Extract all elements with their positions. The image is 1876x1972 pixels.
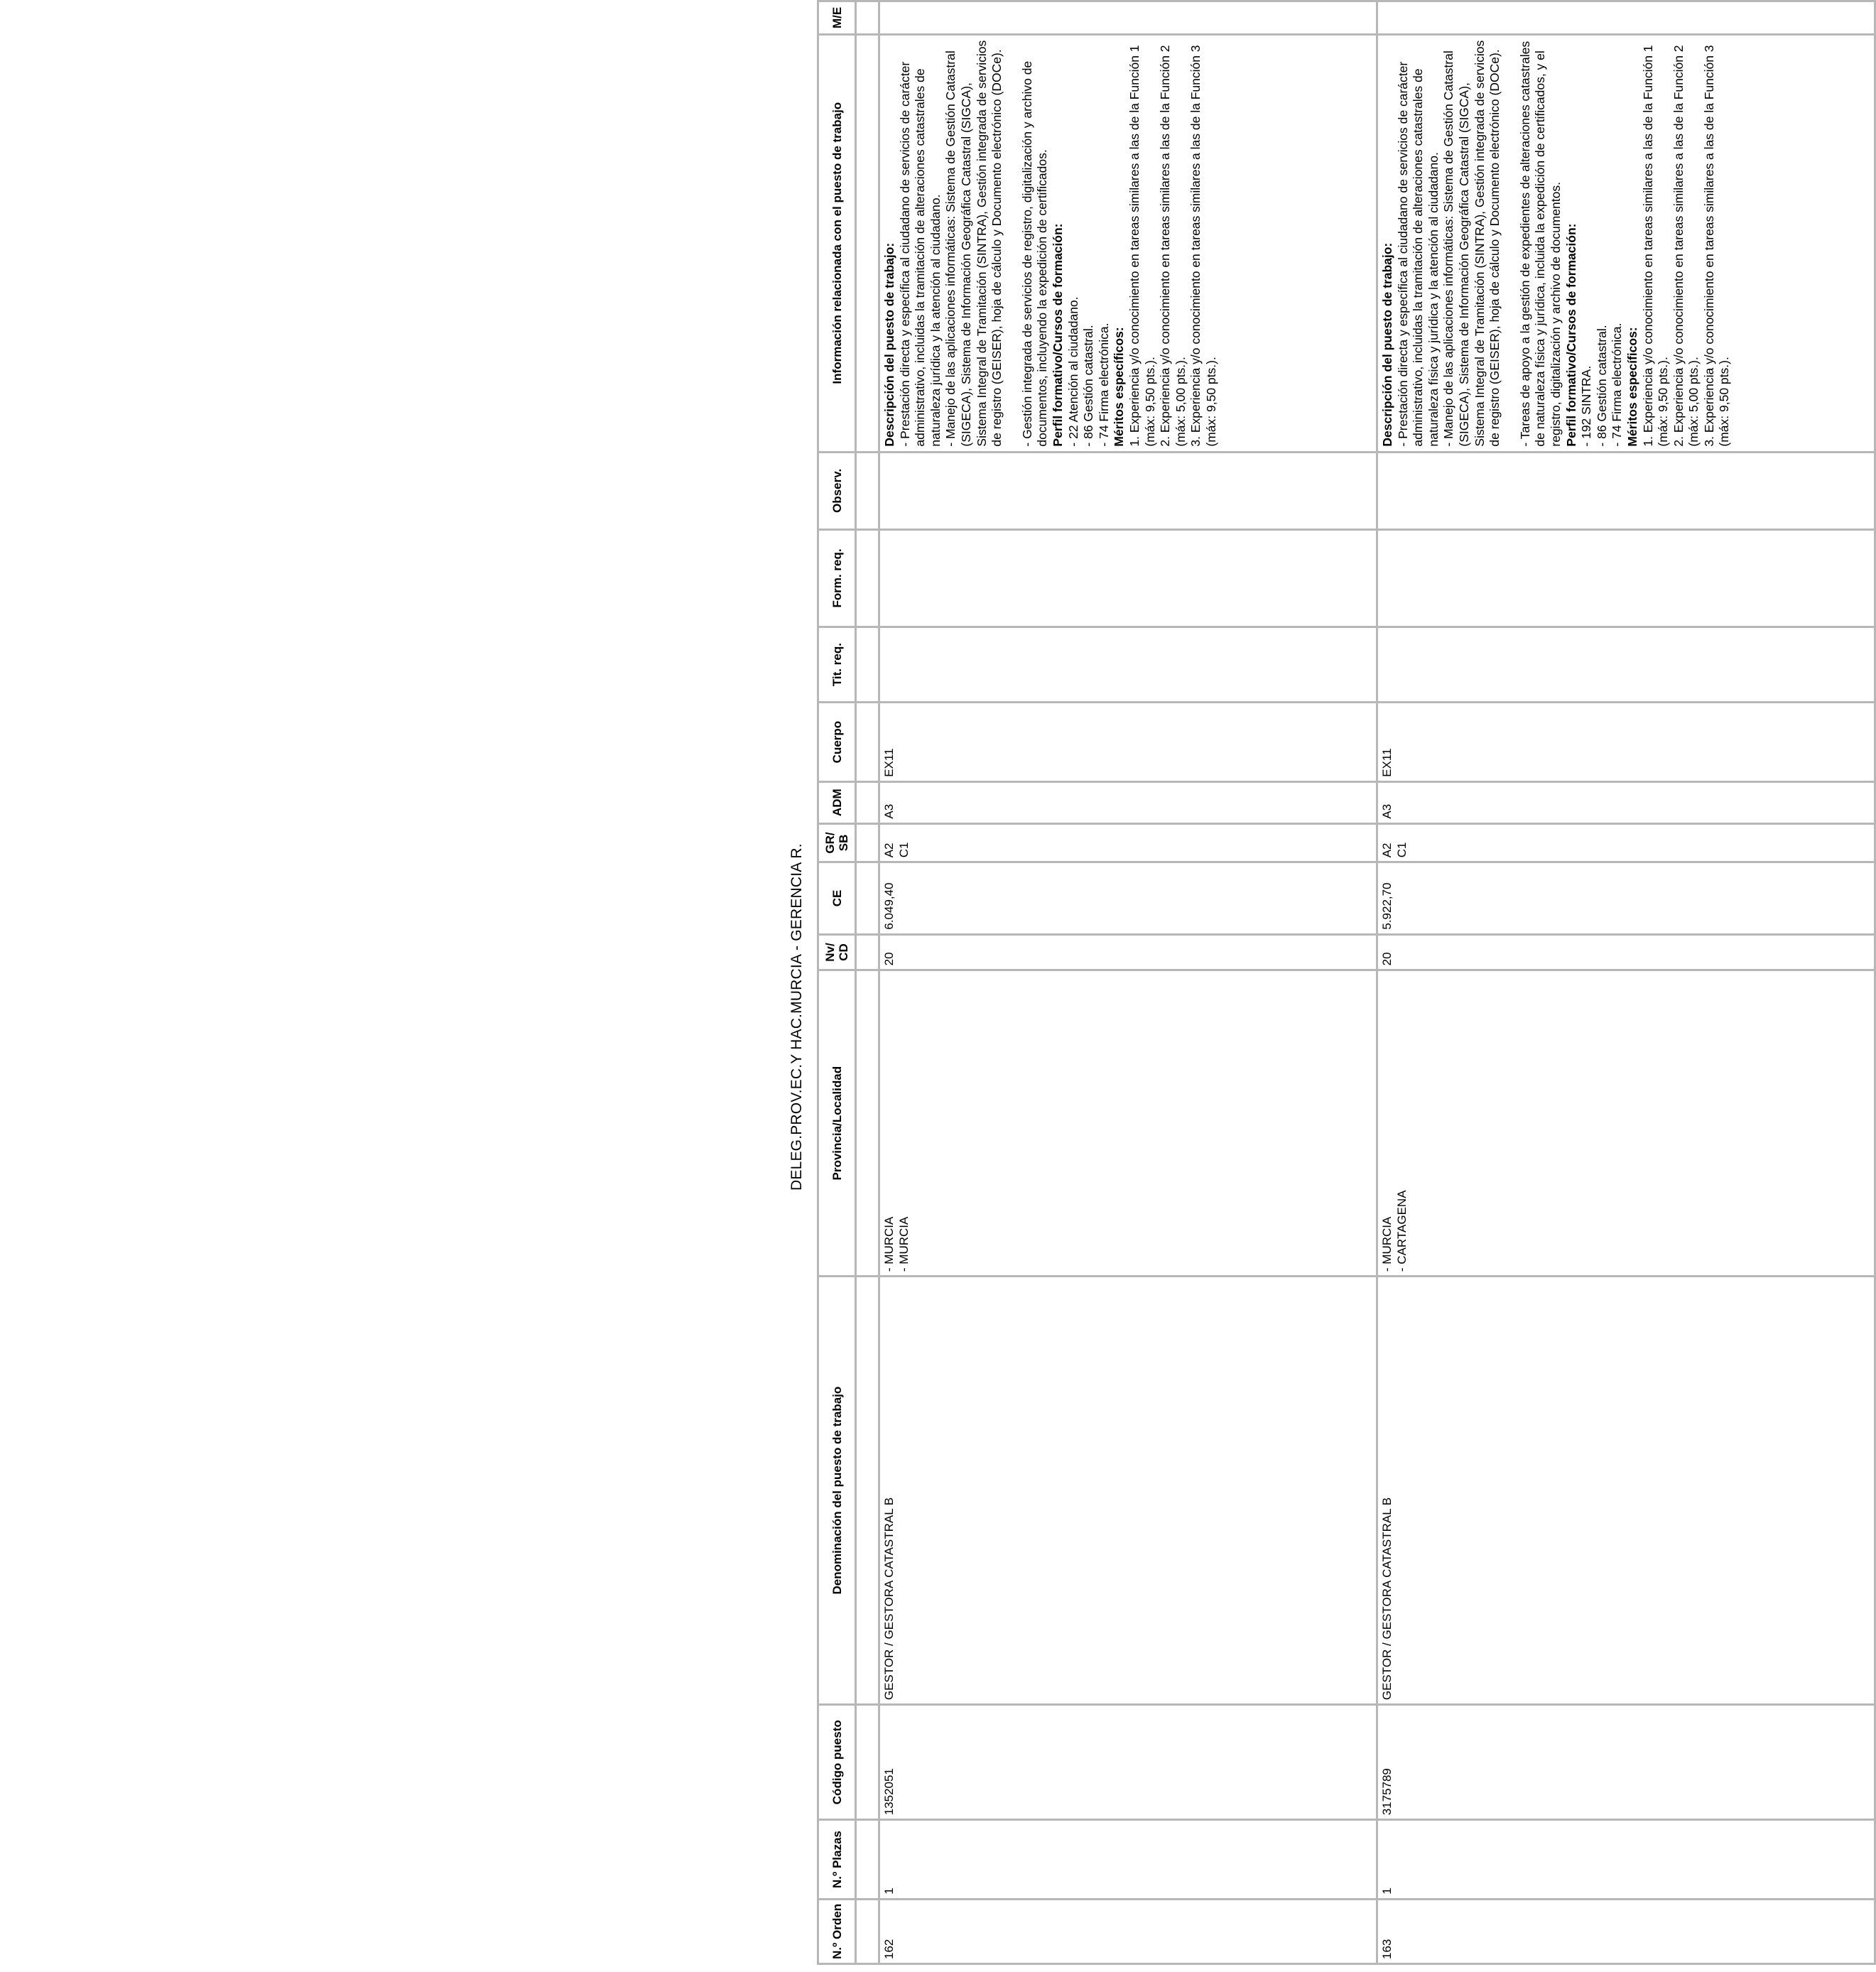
col-header-observ: Observ. (818, 452, 856, 529)
curso-item: - 86 Gestión catastral. (1081, 325, 1096, 447)
header-row (818, 1, 856, 1964)
col-header-gr-sb: GR/ SB (818, 823, 856, 862)
cell-orden: 163 (1377, 1899, 1875, 1963)
provincia-line: - MURCIA (1380, 1216, 1394, 1272)
table-row (879, 1, 1377, 1964)
desc-item: - Gestión integrada de servicios de registro, digitalización y archivo de documentos, incluyendo la expedición de certificados. (1019, 60, 1050, 447)
cell-ce: 6.049,40 (879, 862, 1377, 934)
cell-plazas: 1 (1377, 1820, 1875, 1899)
desc-item: - Prestación directa y específica al ciudadano de servicios de carácter administrativo, incluidas la tramitación de alteraciones catastrales de naturaleza física y jurídica y la atención al ciudadano. (1395, 61, 1441, 447)
subgrupo-line: C1 (897, 842, 911, 858)
curso-item: - 86 Gestión catastral. (1594, 325, 1609, 447)
localidad-line: - MURCIA (897, 1216, 911, 1272)
positions-table (817, 0, 1876, 1965)
cell-info (1377, 34, 1875, 452)
spacer-row (856, 1, 879, 1964)
cell-observ (1377, 452, 1875, 529)
cell-ce: 5.922,70 (1377, 862, 1875, 934)
curso-item: - 22 Atención al ciudadano. (1066, 296, 1080, 447)
meritos-label: Méritos específicos: (1112, 327, 1127, 447)
cell-provincia (1377, 970, 1875, 1277)
col-header-info: Información relacionada con el puesto de trabajo (818, 34, 856, 452)
provincia-line: - MURCIA (882, 1216, 896, 1272)
meritos-label: Méritos específicos: (1625, 327, 1639, 447)
cell-tit (1377, 627, 1875, 702)
merito-item: 3. Experiencia y/o conocimiento en tareas similares a las de la Función 3 (máx: 9,50 pts.). (1701, 45, 1732, 447)
merito-item: 2. Experiencia y/o conocimiento en tareas similares a las de la Función 2 (máx: 5,00 pts.). (1158, 45, 1188, 447)
col-header-provincia: Provincia/Localidad (818, 970, 856, 1277)
curso-item: - 74 Firma electrónica. (1096, 323, 1111, 447)
merito-item: 3. Experiencia y/o conocimiento en tareas similares a las de la Función 3 (máx: 9,50 pts.). (1188, 45, 1218, 447)
desc-item: - Tareas de apoyo a la gestión de expedientes de alteraciones catastrales de naturaleza física y jurídica, incluida la expedición de certificados, y el registro, digitalización y archivo de documentos. (1517, 40, 1563, 447)
col-header-cuerpo: Cuerpo (818, 703, 856, 781)
cell-info (879, 34, 1377, 452)
merito-item: 2. Experiencia y/o conocimiento en tareas similares a las de la Función 2 (máx: 5,00 pts.). (1671, 45, 1701, 447)
subgrupo-line: C1 (1395, 842, 1409, 858)
table-row (1377, 1, 1875, 1964)
cell-cuerpo: EX11 (879, 703, 1377, 781)
cell-gr-sb (879, 823, 1377, 862)
merito-item: 1. Experiencia y/o conocimiento en tareas similares a las de la Función 1 (máx: 9,50 pts.). (1640, 45, 1671, 447)
cell-plazas: 1 (879, 1820, 1377, 1899)
cell-denominacion: GESTOR / GESTORA CATASTRAL B (879, 1277, 1377, 1705)
cell-adm: A3 (879, 781, 1377, 823)
cell-cuerpo: EX11 (1377, 703, 1875, 781)
cell-adm: A3 (1377, 781, 1875, 823)
col-header-denominacion: Denominación del puesto de trabajo (818, 1277, 856, 1705)
cell-me (1377, 1, 1875, 35)
desc-item: - Prestación directa y específica al ciudadano de servicios de carácter administrativo, incluidas la tramitación de alteraciones catastrales de naturaleza jurídica y la atención al ciudadano. (897, 61, 943, 447)
perfil-label: Perfil formativo/Cursos de formación: (1563, 223, 1578, 447)
page-title: DELEG.PROV.EC.Y HAC.MURCIA - GERENCIA R. (788, 843, 805, 1191)
cell-tit (879, 627, 1377, 702)
cell-nv-cd: 20 (879, 934, 1377, 970)
cell-denominacion: GESTOR / GESTORA CATASTRAL B (1377, 1277, 1875, 1705)
cell-nv-cd: 20 (1377, 934, 1875, 970)
desc-item: - Manejo de las aplicaciones informáticas: Sistema de Gestión Catastral (SIGECA), Sistema de Información Geográfica Catastral (SIGCA), Sistema Integral de Tramitación (SINTRA), Gestión integrada de servicios de registro (GEISER), hoja de cálculo y Documento electrónico (DOCe). (943, 40, 1004, 447)
curso-item: - 192 SINTRA. (1579, 365, 1594, 447)
col-header-form: Form. req. (818, 530, 856, 627)
col-header-orden: N.º Orden (818, 1899, 856, 1963)
cell-form (1377, 530, 1875, 627)
grupo-line: A2 (1380, 843, 1394, 858)
cell-observ (879, 452, 1377, 529)
cell-codigo: 1352051 (879, 1705, 1377, 1820)
col-header-plazas: N.º Plazas (818, 1820, 856, 1899)
perfil-label: Perfil formativo/Cursos de formación: (1050, 223, 1065, 447)
col-header-tit: Tit. req. (818, 627, 856, 702)
cell-me (879, 1, 1377, 35)
col-header-ce: CE (818, 862, 856, 934)
curso-item: - 74 Firma electrónica. (1610, 323, 1625, 447)
desc-label: Descripción del puesto de trabajo: (882, 242, 896, 447)
col-header-codigo: Código puesto (818, 1705, 856, 1820)
cell-orden: 162 (879, 1899, 1377, 1963)
cell-form (879, 530, 1377, 627)
cell-codigo: 3175789 (1377, 1705, 1875, 1820)
col-header-nv-cd: Nv/ CD (818, 934, 856, 970)
grupo-line: A2 (882, 843, 896, 858)
merito-item: 1. Experiencia y/o conocimiento en tareas similares a las de la Función 1 (máx: 9,50 pts.). (1127, 45, 1157, 447)
col-header-me: M/E (818, 1, 856, 35)
cell-provincia (879, 970, 1377, 1277)
col-header-adm: ADM (818, 781, 856, 823)
desc-item: - Manejo de las aplicaciones informáticas: Sistema de Gestión Catastral (SIGECA), Sistema de Información Geográfica Catastral (SIGCA), Sistema Integral de Tramitación (SINTRA), Gestión integrada de servicios de registro (GEISER), hoja de cálculo y Documento electrónico (DOCe). (1441, 40, 1502, 447)
desc-label: Descripción del puesto de trabajo: (1380, 242, 1394, 447)
cell-gr-sb (1377, 823, 1875, 862)
localidad-line: - CARTAGENA (1395, 1190, 1409, 1272)
